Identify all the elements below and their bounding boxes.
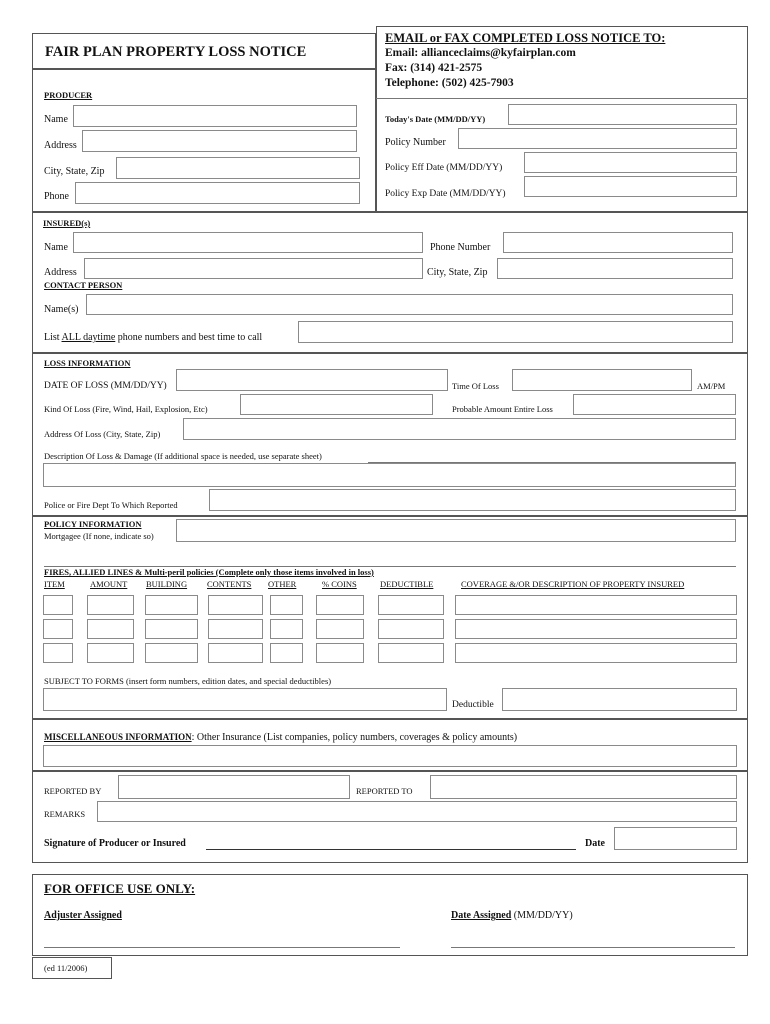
reported-to-field[interactable] — [430, 775, 737, 799]
producer-phone-label: Phone — [44, 191, 69, 202]
policy-number-field[interactable] — [458, 128, 737, 149]
producer-name-field[interactable] — [73, 105, 357, 127]
loss-address-label: Address Of Loss (City, State, Zip) — [44, 429, 161, 439]
producer-phone-field[interactable] — [75, 182, 360, 204]
row2-other[interactable] — [270, 619, 303, 639]
col-coverage: COVERAGE &/OR DESCRIPTION OF PROPERTY INSURED — [461, 579, 685, 589]
fax-text: Fax: (314) 421-2575 — [385, 62, 483, 74]
adjuster-line[interactable] — [44, 947, 400, 948]
today-date-field[interactable] — [508, 104, 737, 125]
col-coins: % COINS — [322, 579, 357, 589]
row2-item[interactable] — [43, 619, 73, 639]
loss-time-label: Time Of Loss — [452, 381, 499, 391]
row1-other[interactable] — [270, 595, 303, 615]
loss-date-label: DATE OF LOSS (MM/DD/YY) — [44, 381, 167, 391]
loss-description-field[interactable] — [43, 463, 736, 487]
date-assigned-line[interactable] — [451, 947, 735, 948]
loss-amount-field[interactable] — [573, 394, 736, 415]
phone-numbers-label — [44, 332, 262, 344]
row1-contents[interactable] — [208, 595, 263, 615]
email-text: Email: allianceclaims@kyfairplan.com — [385, 47, 576, 59]
signature-line[interactable] — [206, 849, 576, 850]
insured-city-field[interactable] — [497, 258, 733, 279]
row3-other[interactable] — [270, 643, 303, 663]
mortgagee-field[interactable] — [176, 519, 736, 542]
reported-by-label: REPORTED BY — [44, 786, 102, 796]
date-assigned-format: (MM/DD/YY) — [511, 910, 573, 921]
mortgagee-label: Mortgagee (If none, indicate so) — [44, 531, 154, 541]
producer-city-label: City, State, Zip — [44, 166, 105, 177]
row2-coins[interactable] — [316, 619, 364, 639]
row3-coins[interactable] — [316, 643, 364, 663]
contact-person-heading: CONTACT PERSON — [44, 280, 123, 290]
insured-phone-label: Phone Number — [430, 242, 491, 253]
col-other: OTHER — [268, 579, 297, 589]
insured-address-field[interactable] — [84, 258, 423, 279]
signature-label: Signature of Producer or Insured — [44, 838, 186, 849]
contact-divider — [376, 98, 748, 99]
reported-to-label: REPORTED TO — [356, 786, 413, 796]
contact-names-label: Name(s) — [44, 304, 79, 315]
col-contents: CONTENTS — [207, 579, 252, 589]
form-title: FAIR PLAN PROPERTY LOSS NOTICE — [45, 44, 307, 60]
signature-date-field[interactable] — [614, 827, 737, 850]
row1-deductible[interactable] — [378, 595, 444, 615]
policy-exp-label: Policy Exp Date (MM/DD/YY) — [385, 189, 506, 199]
signature-date-label: Date — [585, 838, 605, 849]
row1-coins[interactable] — [316, 595, 364, 615]
loss-date-field[interactable] — [176, 369, 448, 391]
deductible-label: Deductible — [452, 700, 494, 710]
col-item: ITEM — [44, 579, 65, 589]
ampm-label: AM/PM — [697, 381, 726, 391]
row1-coverage[interactable] — [455, 595, 737, 615]
insured-name-field[interactable] — [73, 232, 423, 253]
row1-amount[interactable] — [87, 595, 134, 615]
producer-address-label: Address — [44, 140, 77, 151]
row3-building[interactable] — [145, 643, 198, 663]
loss-heading: LOSS INFORMATION — [44, 358, 131, 368]
col-building: BUILDING — [146, 579, 188, 589]
misc-line — [44, 731, 517, 744]
contact-names-field[interactable] — [86, 294, 733, 315]
list-prefix: List — [44, 332, 60, 343]
remarks-label: REMARKS — [44, 809, 86, 819]
loss-time-field[interactable] — [512, 369, 692, 391]
adjuster-label: Adjuster Assigned — [44, 910, 122, 921]
edition-text: (ed 11/2006) — [44, 963, 88, 973]
misc-field[interactable] — [43, 745, 737, 767]
date-assigned-label: Date Assigned — [451, 910, 512, 921]
row2-coverage[interactable] — [455, 619, 737, 639]
producer-address-field[interactable] — [82, 130, 357, 152]
remarks-field[interactable] — [97, 801, 737, 822]
subject-to-forms-field[interactable] — [43, 688, 447, 711]
row3-amount[interactable] — [87, 643, 134, 663]
date-assigned-line-label — [451, 910, 573, 922]
insured-name-label: Name — [44, 242, 68, 253]
reported-by-field[interactable] — [118, 775, 350, 799]
loss-kind-label: Kind Of Loss (Fire, Wind, Hail, Explosion, Etc) — [44, 404, 208, 414]
loss-kind-field[interactable] — [240, 394, 433, 415]
misc-heading: MISCELLANEOUS INFORMATION — [44, 732, 192, 742]
row1-item[interactable] — [43, 595, 73, 615]
loss-description-label: Description Of Loss & Damage (If additional space is needed, use separate sheet) — [44, 451, 322, 461]
deductible-field[interactable] — [502, 688, 737, 711]
col-deductible: DEDUCTIBLE — [380, 579, 434, 589]
fires-heading: FIRES, ALLIED LINES & Multi-peril policies (Complete only those items involved in loss) — [44, 567, 374, 577]
producer-heading: PRODUCER — [44, 90, 93, 100]
row1-building[interactable] — [145, 595, 198, 615]
row2-deductible[interactable] — [378, 619, 444, 639]
row3-coverage[interactable] — [455, 643, 737, 663]
police-label: Police or Fire Dept To Which Reported — [44, 500, 178, 510]
policy-eff-label: Policy Eff Date (MM/DD/YY) — [385, 163, 503, 173]
policy-info-heading: POLICY INFORMATION — [44, 519, 142, 529]
producer-name-label: Name — [44, 114, 68, 125]
row2-contents[interactable] — [208, 619, 263, 639]
telephone-text: Telephone: (502) 425-7903 — [385, 77, 514, 89]
row3-contents[interactable] — [208, 643, 263, 663]
row3-item[interactable] — [43, 643, 73, 663]
send-to-heading: EMAIL or FAX COMPLETED LOSS NOTICE TO: — [385, 31, 666, 45]
policy-exp-field[interactable] — [524, 176, 737, 197]
subject-to-forms-label: SUBJECT TO FORMS (insert form numbers, edition dates, and special deductibles) — [44, 676, 332, 686]
row3-deductible[interactable] — [378, 643, 444, 663]
loss-address-field[interactable] — [183, 418, 736, 440]
misc-text: : Other Insurance (List companies, policy numbers, coverages & policy amounts) — [191, 732, 518, 743]
insured-phone-field[interactable] — [503, 232, 733, 253]
today-date-label: Today's Date (MM/DD/YY) — [385, 114, 486, 124]
producer-city-field[interactable] — [116, 157, 360, 179]
office-heading: FOR OFFICE USE ONLY: — [44, 881, 196, 896]
insured-heading: INSURED(s) — [43, 218, 91, 228]
row2-amount[interactable] — [87, 619, 134, 639]
policy-eff-field[interactable] — [524, 152, 737, 173]
list-all-daytime: ALL daytime — [61, 332, 116, 343]
policy-number-label: Policy Number — [385, 137, 446, 148]
phone-numbers-field[interactable] — [298, 321, 733, 343]
list-suffix: phone numbers and best time to call — [117, 332, 263, 343]
loss-amount-label: Probable Amount Entire Loss — [452, 404, 553, 414]
police-field[interactable] — [209, 489, 736, 511]
insured-address-label: Address — [44, 267, 77, 278]
col-amount: AMOUNT — [90, 579, 128, 589]
row2-building[interactable] — [145, 619, 198, 639]
insured-city-label: City, State, Zip — [427, 267, 488, 278]
